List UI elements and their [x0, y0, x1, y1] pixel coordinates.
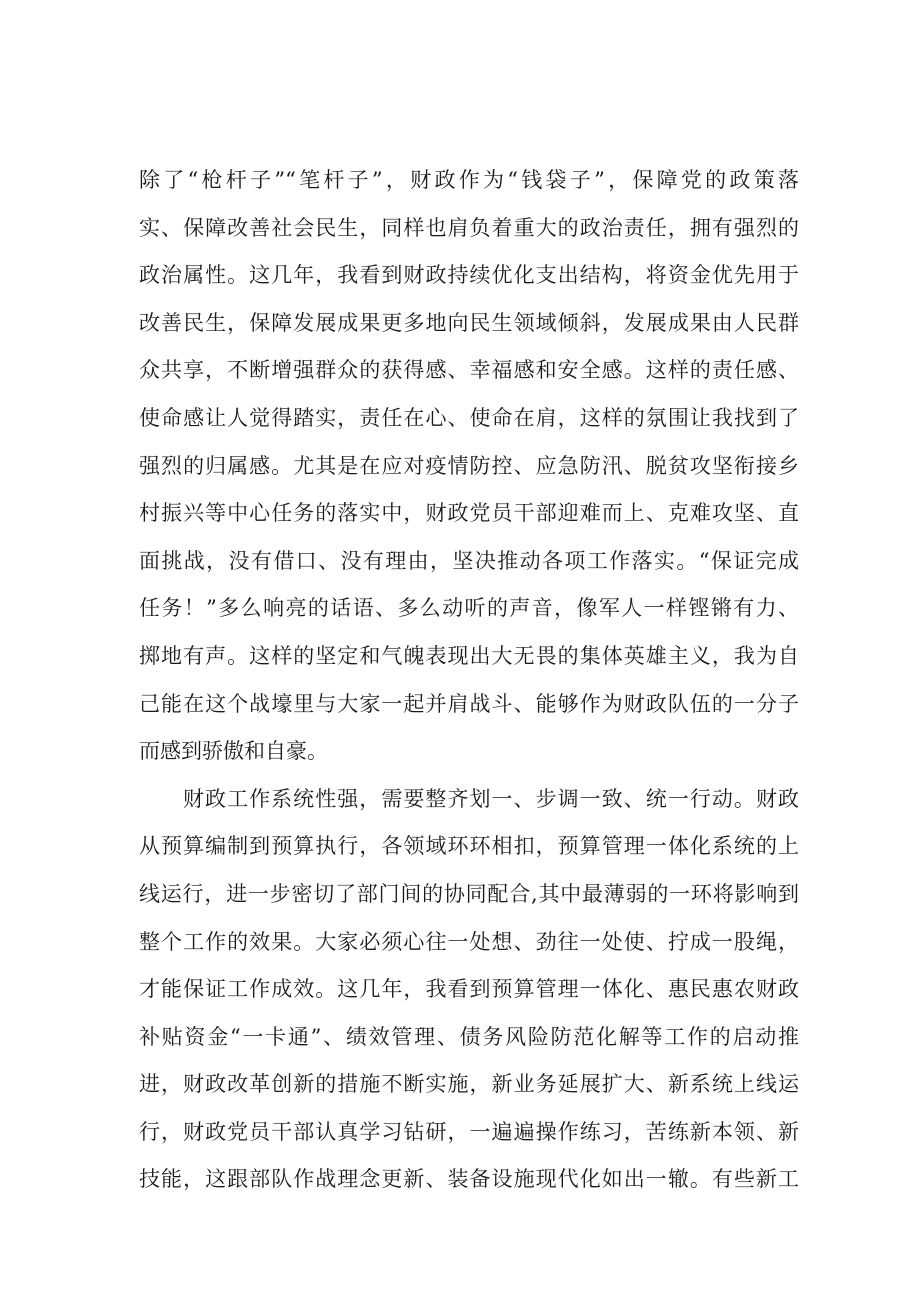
- text-line: 众共享，不断增强群众的获得感、幸福感和安全感。这样的责任感、: [139, 358, 799, 383]
- text-line: 除了“枪杆子”“笔杆子”，财政作为“钱袋子”，保障党的政策落: [139, 168, 799, 192]
- text-line: 技能，这跟部队作战理念更新、装备设施现代化如出一辙。有些新工: [139, 1167, 799, 1192]
- paragraph-2: [139, 776, 799, 1204]
- text-line: 才能保证工作成效。这几年，我看到预算管理一体化、惠民惠农财政: [139, 977, 799, 1002]
- text-line: 线运行，进一步密切了部门间的协同配合,其中最薄弱的一环将影响到: [139, 881, 799, 906]
- text-line: 使命感让人觉得踏实，责任在心、使命在肩，这样的氛围让我找到了: [139, 405, 799, 430]
- text-line: 财政工作系统性强，需要整齐划一、步调一致、统一行动。财政: [183, 786, 799, 811]
- text-line: 政治属性。这几年，我看到财政持续优化支出结构，将资金优先用于: [139, 263, 799, 288]
- text-line: 行，财政党员干部认真学习钻研，一遍遍操作练习，苦练新本领、新: [139, 1119, 799, 1144]
- text-line: 掷地有声。这样的坚定和气魄表现出大无畏的集体英雄主义，我为自: [139, 643, 799, 668]
- text-line: 补贴资金“一卡通”、绩效管理、债务风险防范化解等工作的启动推: [139, 1024, 799, 1049]
- text-line: 从预算编制到预算执行，各领域环环相扣，预算管理一体化系统的上: [139, 834, 799, 859]
- paragraph-1: [139, 157, 799, 776]
- text-line: 村振兴等中心任务的落实中，财政党员干部迎难而上、克难攻坚、直: [139, 501, 799, 526]
- text-line: 进，财政改革创新的措施不断实施，新业务延展扩大、新系统上线运: [139, 1072, 799, 1097]
- text-line: 整个工作的效果。大家必须心往一处想、劲往一处使、拧成一股绳，: [139, 929, 799, 954]
- text-line: 任务！”多么响亮的话语、多么动听的声音，像军人一样铿锵有力、: [139, 596, 799, 621]
- text-line: 己能在这个战壕里与大家一起并肩战斗、能够作为财政队伍的一分子: [139, 691, 799, 716]
- document-body: [139, 157, 799, 1204]
- text-line: 实、保障改善社会民生，同样也肩负着重大的政治责任，拥有强烈的: [139, 215, 799, 240]
- text-line: 而感到骄傲和自豪。: [139, 739, 328, 764]
- text-line: 面挑战，没有借口、没有理由，坚决推动各项工作落实。“保证完成: [139, 548, 799, 573]
- text-line: 改善民生，保障发展成果更多地向民生领域倾斜，发展成果由人民群: [139, 310, 799, 335]
- text-line: 强烈的归属感。尤其是在应对疫情防控、应急防汛、脱贫攻坚衔接乡: [139, 453, 799, 478]
